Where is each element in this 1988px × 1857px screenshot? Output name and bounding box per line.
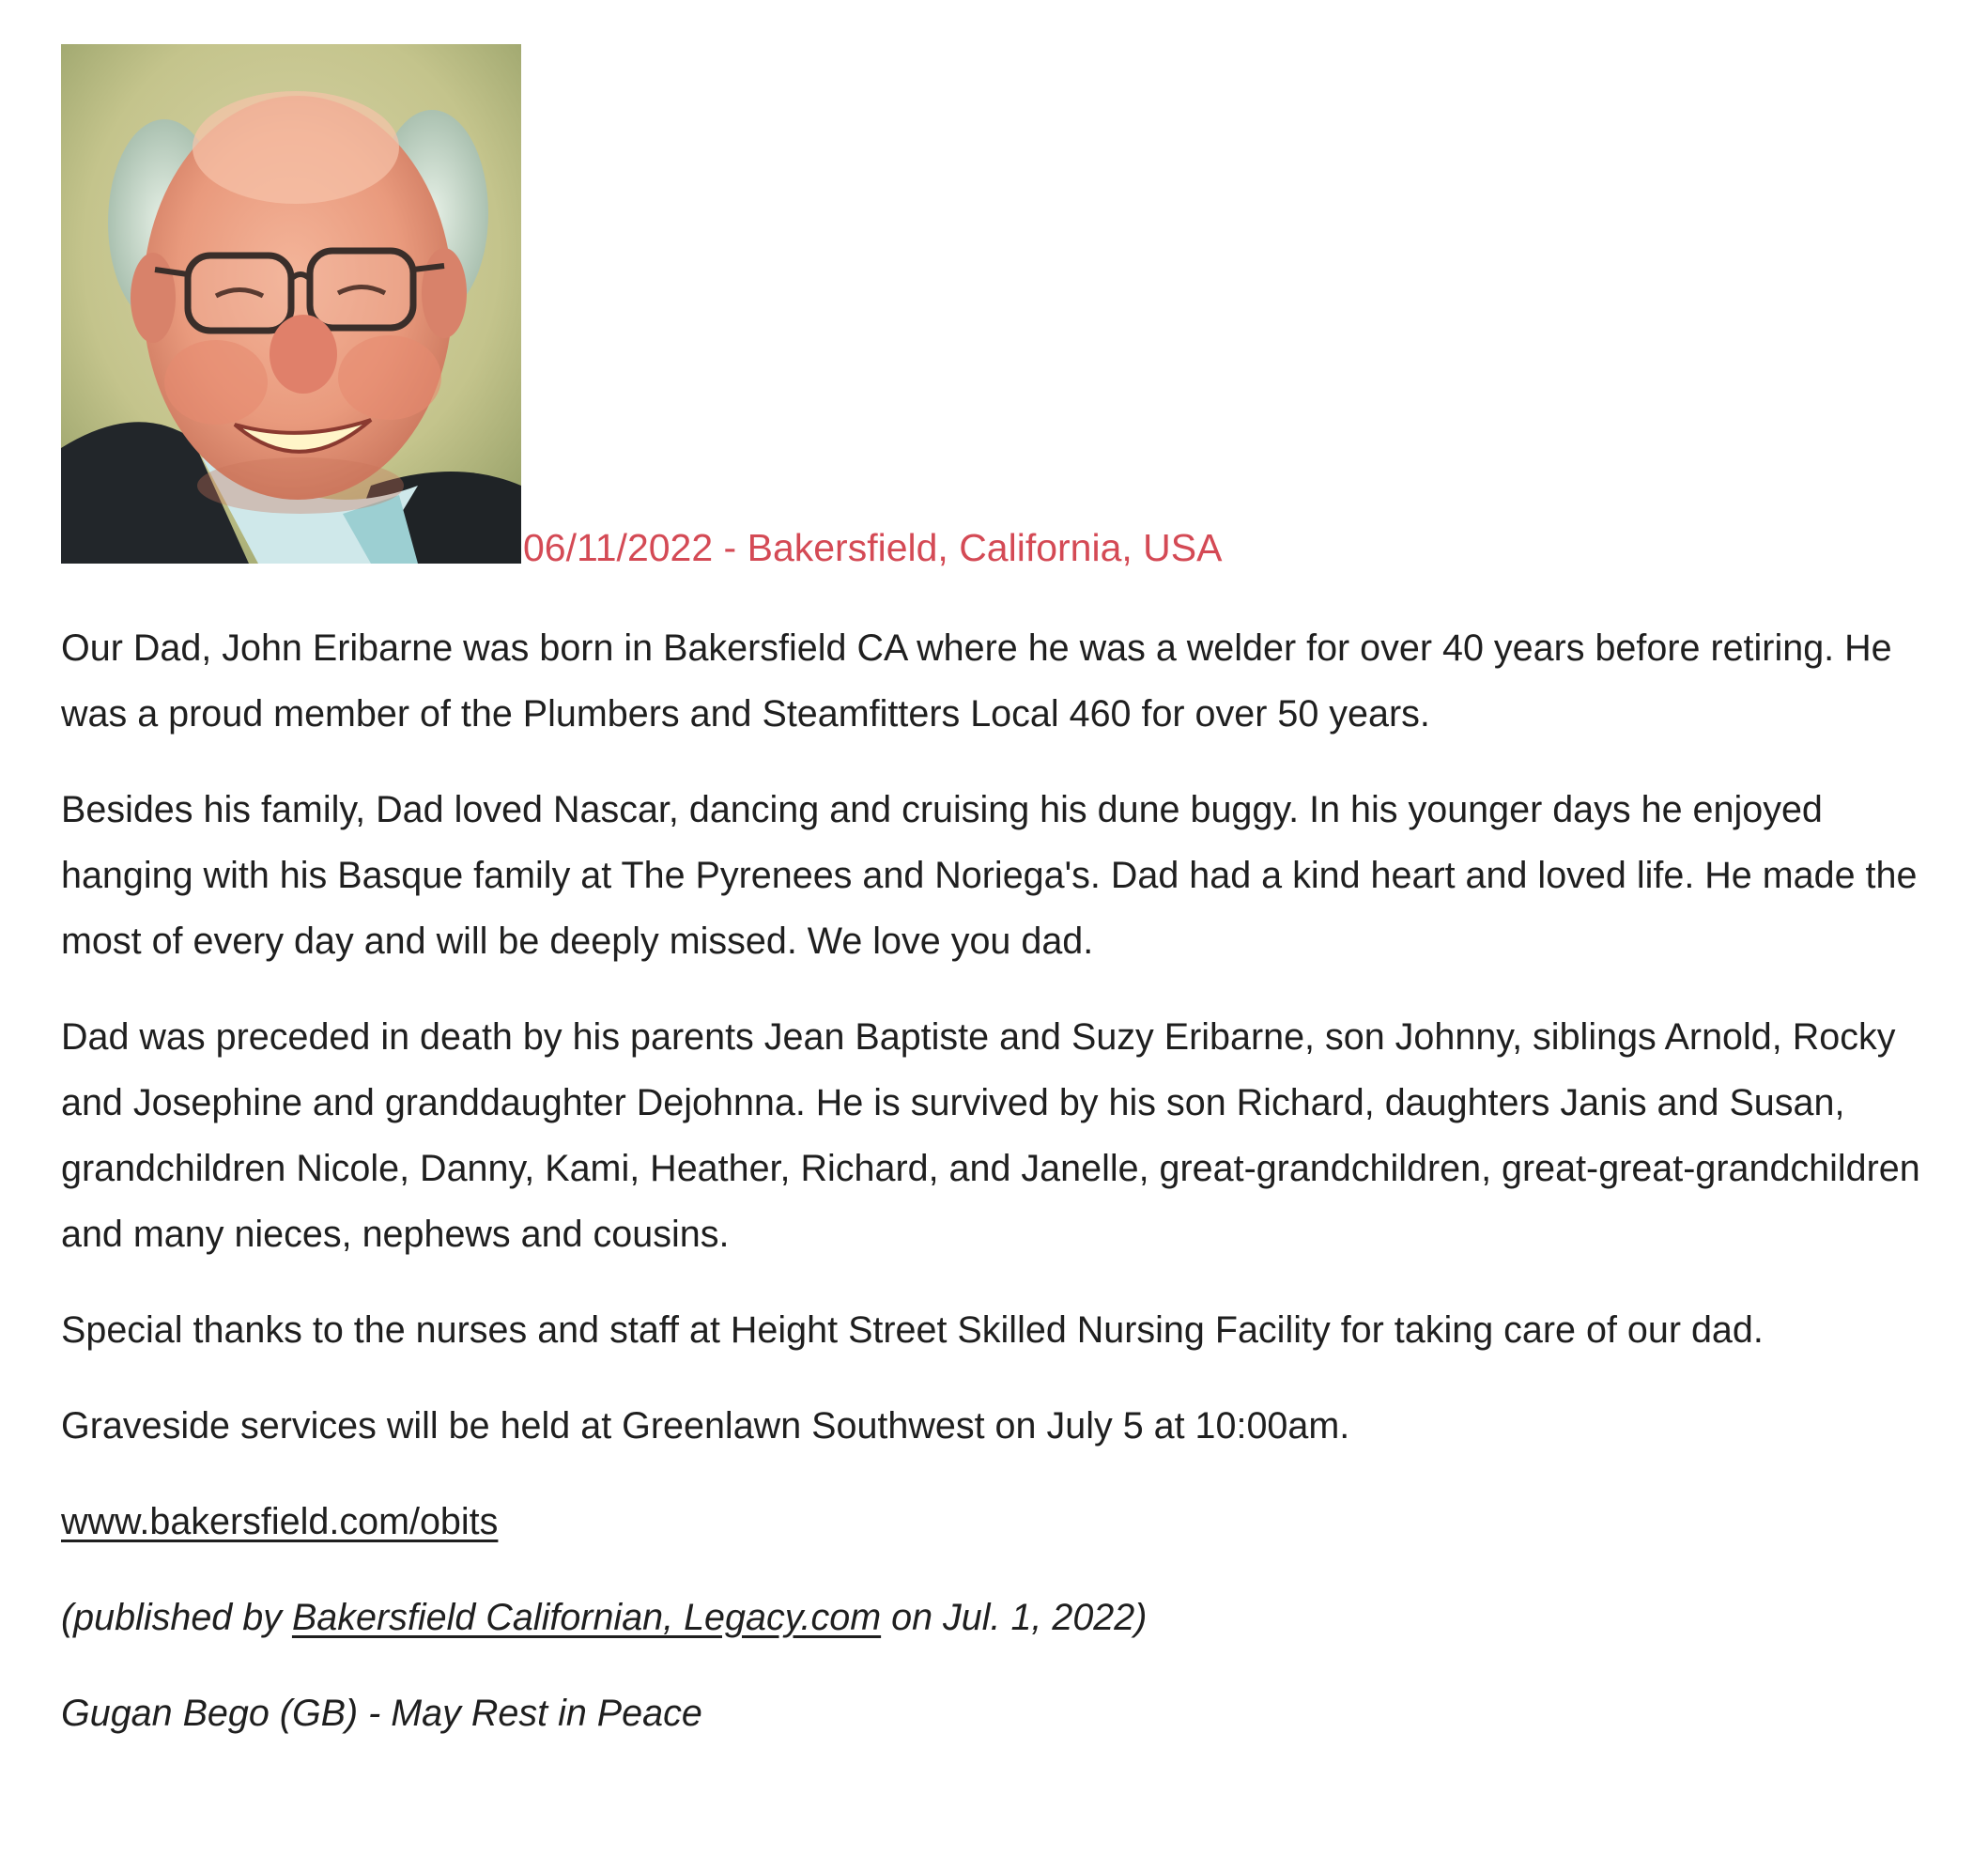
- paragraph-biography: Our Dad, John Eribarne was born in Bakersfield CA where he was a welder for over 40 years before retiring. He was a proud member of the Plumbers and Steamfitters Local 460 for over 50 years.: [61, 627, 1892, 735]
- obituary-text: [61, 615, 1939, 1776]
- portrait-photo: [61, 44, 521, 564]
- obits-link-line: [61, 1489, 1939, 1555]
- paragraph-services: Graveside services will be held at Greenlawn Southwest on July 5 at 10:00am.: [61, 1405, 1350, 1447]
- paragraph-interests: Besides his family, Dad loved Nascar, dancing and cruising his dune buggy. In his younger days he enjoyed hanging with his Basque family at The Pyrenees and Noriega's. Dad had a kind heart and loved life. He made the most of every day and will be deeply missed. We love you dad.: [61, 789, 1918, 962]
- signature-line: Gugan Bego (GB) - May Rest in Peace: [61, 1693, 702, 1734]
- paragraph-thanks: Special thanks to the nurses and staff at Height Street Skilled Nursing Facility for taking care of our dad.: [61, 1309, 1764, 1351]
- published-suffix: on Jul. 1, 2022): [881, 1597, 1148, 1638]
- paragraph-family: Dad was preceded in death by his parents Jean Baptiste and Suzy Eribarne, son Johnny, siblings Arnold, Rocky and Josephine and granddaughter Dejohnna. He is survived by his son Richard, daughters Janis and Susan, grandchildren Nicole, Danny, Kami, Heather, Richard, and Janelle, great-grandchildren, great-great-grandchildren and many nieces, nephews and cousins.: [61, 1016, 1920, 1255]
- photo-header: [61, 44, 1223, 569]
- published-by-line: [61, 1585, 1939, 1650]
- published-prefix: (published by: [61, 1597, 292, 1638]
- date-location: 06/11/2022 - Bakersfield, California, USA: [523, 526, 1223, 569]
- obits-link[interactable]: www.bakersfield.com/obits: [61, 1501, 499, 1542]
- publisher-link[interactable]: Bakersfield Californian, Legacy.com: [291, 1597, 882, 1638]
